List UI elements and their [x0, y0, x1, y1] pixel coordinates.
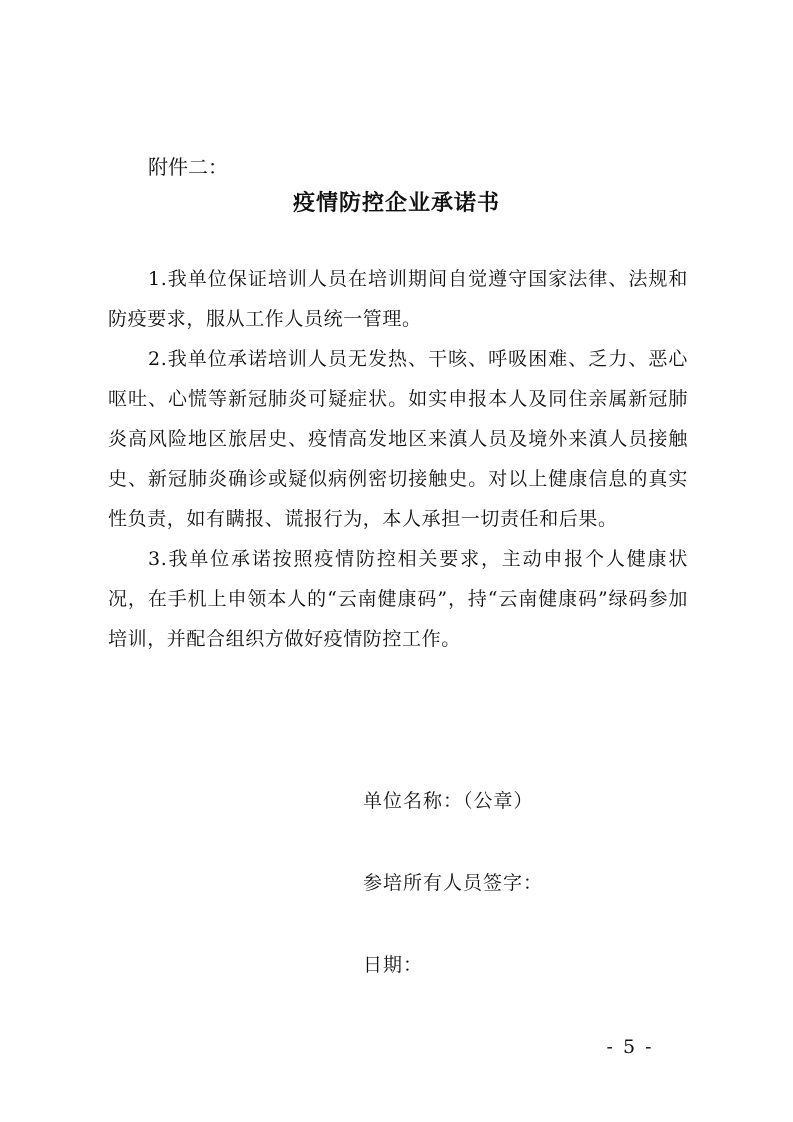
document-body — [108, 259, 688, 659]
participants-sign-label: 参培所有人员签字： — [363, 872, 544, 894]
date-label: 日期： — [363, 954, 424, 976]
paragraph-2: 2.我单位承诺培训人员无发热、干咳、呼吸困难、乏力、恶心呕吐、心慌等新冠肺炎可疑症状。如实申报本人及同住亲属新冠肺炎高风险地区旅居史、疫情高发地区来滇人员及境外来滇人员接触史、新冠肺炎确诊或疑似病例密切接触史。对以上健康信息的真实性负责，如有瞒报、谎报行为，本人承担一切责任和后果。 — [108, 348, 688, 530]
paragraph-3: 3.我单位承诺按照疫情防控相关要求，主动申报个人健康状况，在手机上申领本人的“云南健康码”，持“云南健康码”绿码参加培训，并配合组织方做好疫情防控工作。 — [108, 548, 688, 650]
page-number: - 5 - — [606, 1036, 654, 1058]
paragraph-1: 1.我单位保证培训人员在培训期间自觉遵守国家法律、法规和防疫要求，服从工作人员统一管理。 — [108, 268, 688, 330]
attachment-label: 附件二： — [148, 155, 228, 179]
signature-block — [363, 784, 543, 1030]
document-title: 疫情防控企业承诺书 — [292, 191, 500, 216]
unit-name-label: 单位名称：（公章） — [363, 790, 534, 812]
